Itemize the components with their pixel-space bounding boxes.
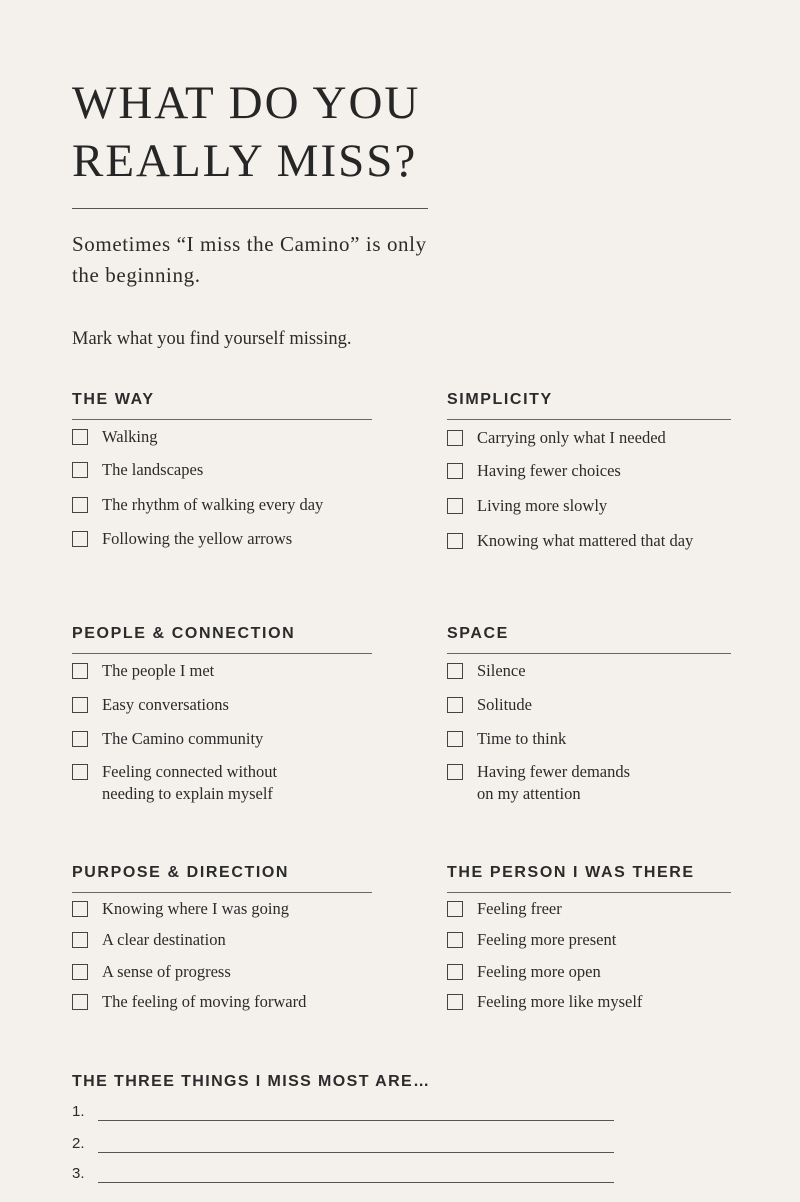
page-title-line-2: REALLY MISS? (72, 135, 418, 187)
checkbox[interactable] (72, 697, 88, 713)
checkbox[interactable] (447, 932, 463, 948)
checklist-item[interactable] (447, 460, 621, 482)
checklist-item-label: The feeling of moving forward (102, 992, 307, 1011)
section-divider (447, 892, 731, 893)
checklist-item-label: Following the yellow arrows (102, 529, 293, 548)
answer-number: 2. (72, 1135, 85, 1152)
checkbox[interactable] (447, 533, 463, 549)
checklist-item-label: Feeling more open (477, 962, 601, 981)
checklist-item-label: The rhythm of walking every day (102, 495, 324, 514)
answer-field-1[interactable] (98, 1102, 614, 1121)
checkbox[interactable] (72, 964, 88, 980)
checklist-item-label: A sense of progress (102, 962, 231, 981)
checkbox[interactable] (447, 764, 463, 780)
checklist-item[interactable] (447, 991, 642, 1013)
checkbox[interactable] (72, 901, 88, 917)
answer-number: 1. (72, 1103, 85, 1120)
checklist-item[interactable] (447, 694, 532, 716)
checkbox[interactable] (72, 932, 88, 948)
checklist-item[interactable] (72, 426, 158, 448)
section-person-i-was-there (447, 863, 731, 1011)
checklist-item[interactable] (447, 495, 607, 517)
section-heading: THE WAY (72, 391, 155, 408)
checklist-item[interactable] (447, 427, 666, 449)
checklist-item[interactable] (447, 898, 562, 920)
answer-number: 3. (72, 1165, 85, 1182)
checklist-item[interactable] (72, 494, 323, 516)
checklist-item-label: Solitude (477, 695, 533, 714)
checklist-item[interactable] (447, 660, 526, 682)
checkbox[interactable] (447, 498, 463, 514)
checklist-item-label: Feeling connected without needing to explain myself (102, 762, 278, 803)
checkbox[interactable] (447, 994, 463, 1010)
section-divider (447, 419, 731, 420)
section-divider (72, 419, 372, 420)
checklist-item-label: A clear destination (102, 930, 226, 949)
section-heading: SPACE (447, 625, 509, 642)
checkbox[interactable] (72, 497, 88, 513)
checklist-item-label: Feeling more like myself (477, 992, 643, 1011)
checklist-item-label: Time to think (477, 729, 567, 748)
checklist-item[interactable] (72, 898, 289, 920)
section-heading: PURPOSE & DIRECTION (72, 864, 290, 881)
checkbox[interactable] (447, 663, 463, 679)
checklist-item-label: Knowing where I was going (102, 899, 289, 918)
checklist-item[interactable] (447, 929, 616, 951)
section-people-connection (72, 624, 372, 803)
checkbox[interactable] (447, 964, 463, 980)
checkbox[interactable] (447, 697, 463, 713)
answer-row-3 (72, 1164, 614, 1183)
checkbox[interactable] (72, 764, 88, 780)
intro-text: Sometimes “I miss the Camino” is only the beginning. (72, 232, 427, 287)
checkbox[interactable] (72, 731, 88, 747)
section-divider (447, 653, 731, 654)
checklist-item[interactable] (72, 459, 203, 481)
checklist-item-label: Walking (102, 427, 158, 446)
checklist-item-label: Knowing what mattered that day (477, 531, 694, 550)
section-the-way (72, 390, 372, 548)
checklist-item[interactable] (447, 728, 566, 750)
section-heading: SIMPLICITY (447, 391, 553, 408)
section-purpose-direction (72, 863, 372, 1011)
page-title-line-1: WHAT DO YOU (72, 77, 421, 129)
checklist-item[interactable] (72, 761, 277, 805)
checkbox[interactable] (72, 531, 88, 547)
checklist-item[interactable] (72, 961, 231, 983)
checklist-item-label: The people I met (102, 661, 215, 680)
section-heading: PEOPLE & CONNECTION (72, 625, 296, 642)
checklist-item[interactable] (447, 961, 601, 983)
checklist-item-label: Having fewer choices (477, 461, 621, 480)
checkbox[interactable] (72, 663, 88, 679)
checkbox[interactable] (447, 463, 463, 479)
checklist-item-label: Feeling freer (477, 899, 562, 918)
checklist-item-label: Easy conversations (102, 695, 229, 714)
answer-field-2[interactable] (98, 1134, 614, 1153)
checklist-item-label: Having fewer demands on my attention (477, 762, 631, 803)
checklist-item[interactable] (447, 530, 693, 552)
checklist-item[interactable] (72, 528, 292, 550)
checklist-item[interactable] (72, 991, 306, 1013)
checklist-item-label: Carrying only what I needed (477, 428, 666, 447)
checkbox[interactable] (447, 731, 463, 747)
checklist-item-label: The Camino community (102, 729, 264, 748)
answer-row-2 (72, 1134, 614, 1153)
answer-row-1 (72, 1102, 614, 1121)
checklist-item[interactable] (72, 728, 263, 750)
checklist-item[interactable] (72, 694, 229, 716)
answer-field-3[interactable] (98, 1164, 614, 1183)
checkbox[interactable] (447, 430, 463, 446)
checklist-item[interactable] (72, 660, 214, 682)
checklist-item-label: Silence (477, 661, 526, 680)
checklist-item-label: Feeling more present (477, 930, 617, 949)
checkbox[interactable] (72, 462, 88, 478)
section-divider (72, 892, 372, 893)
checkbox[interactable] (72, 429, 88, 445)
checkbox[interactable] (72, 994, 88, 1010)
top-three-heading: THE THREE THINGS I MISS MOST ARE… (72, 1073, 431, 1090)
page-title (72, 74, 420, 190)
section-divider (72, 653, 372, 654)
checkbox[interactable] (447, 901, 463, 917)
checklist-item[interactable] (447, 761, 630, 805)
title-divider (72, 208, 428, 209)
section-space (447, 624, 731, 803)
checklist-item-label: Living more slowly (477, 496, 608, 515)
checklist-item-label: The landscapes (102, 460, 204, 479)
section-heading: THE PERSON I WAS THERE (447, 864, 695, 881)
checklist-item[interactable] (72, 929, 226, 951)
instruction-text: Mark what you find yourself missing. (72, 329, 352, 349)
section-simplicity (447, 390, 731, 550)
